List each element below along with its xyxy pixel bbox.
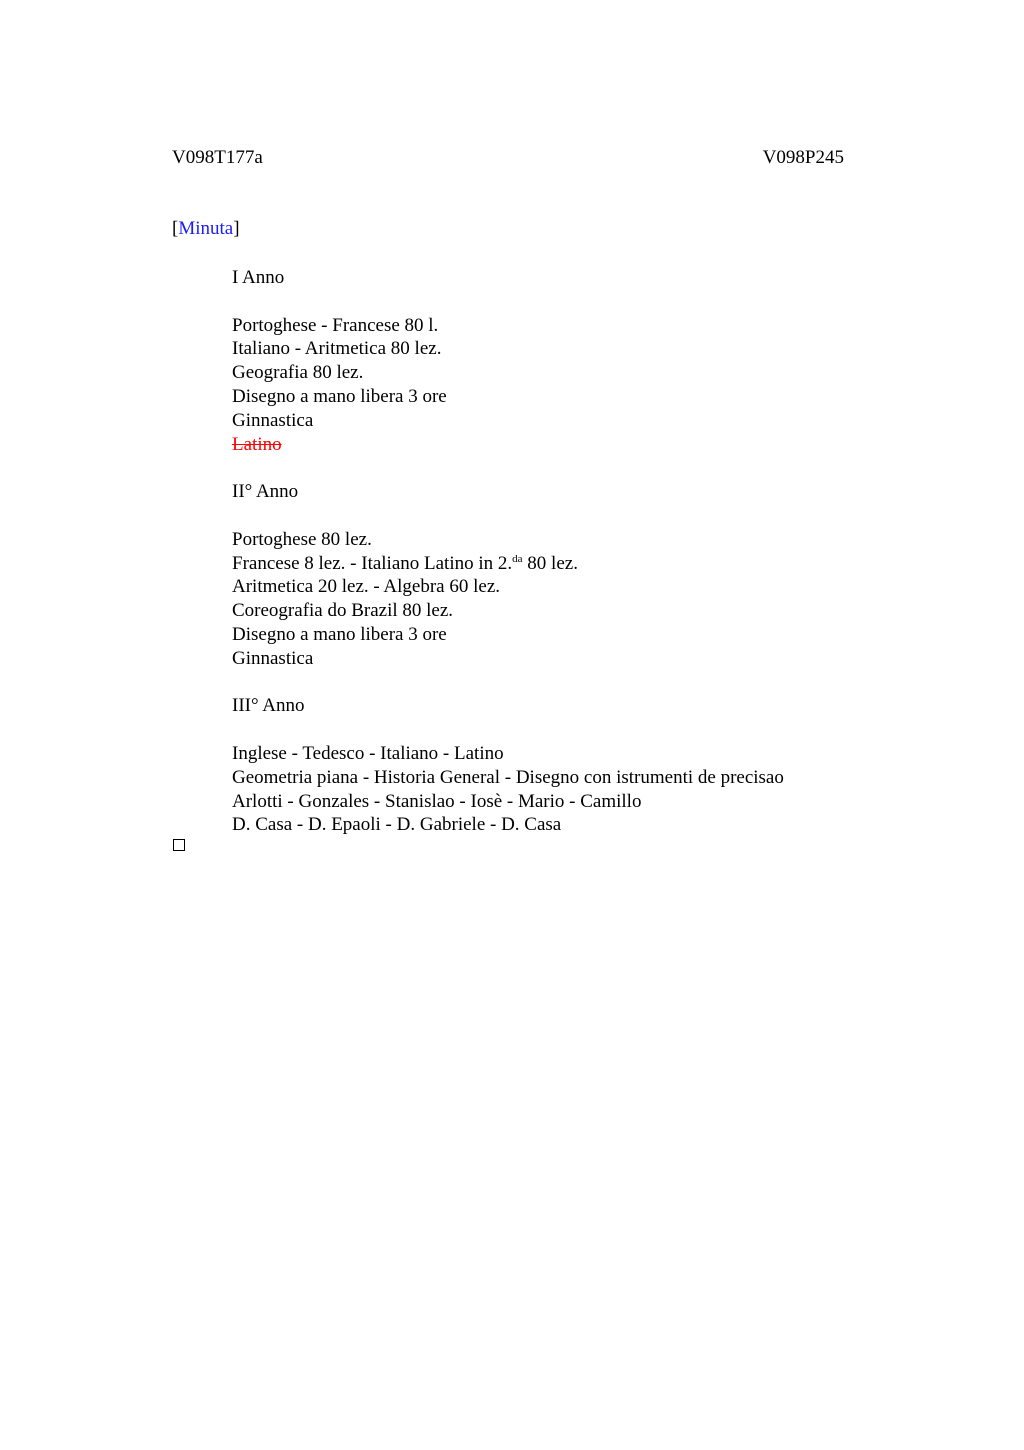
year1-line: Ginnastica xyxy=(232,409,314,431)
year1-line: Geografia 80 lez. xyxy=(232,362,364,384)
document-code-left: V098T177a xyxy=(172,147,263,168)
year2-heading: II° Anno xyxy=(232,481,299,503)
year1-line: Portoghese - Francese 80 l. xyxy=(232,314,439,336)
year3-heading: III° Anno xyxy=(232,695,305,717)
year2-line: Coreografia do Brazil 80 lez. xyxy=(232,600,454,622)
year1-struck-line xyxy=(232,433,932,457)
spacer xyxy=(232,504,932,528)
spacer xyxy=(232,718,932,742)
year3-line: Arlotti - Gonzales - Stanislao - Iosè - Mario - Camillo xyxy=(232,790,642,812)
year3-line: Inglese - Tedesco - Italiano - Latino xyxy=(232,742,504,764)
struck-text: Latino xyxy=(232,433,282,455)
minuta-label xyxy=(172,218,240,240)
end-of-text-box-icon xyxy=(173,839,185,851)
curriculum-text xyxy=(232,266,932,837)
spacer xyxy=(232,671,932,695)
year3-line: Geometria piana - Historia General - Disegno con istrumenti de precisao xyxy=(232,766,784,788)
year2-line: Portoghese 80 lez. xyxy=(232,528,372,550)
year3-line: D. Casa - D. Epaoli - D. Gabriele - D. Casa xyxy=(232,814,562,836)
year1-line: Italiano - Aritmetica 80 lez. xyxy=(232,338,442,360)
document-code-right: V098P245 xyxy=(762,147,844,168)
year2-line2-before: Francese 8 lez. - Italiano Latino in 2. xyxy=(232,552,513,574)
minuta-close-bracket: ] xyxy=(233,218,240,239)
year2-line2-after: 80 lez. xyxy=(522,552,578,574)
spacer xyxy=(232,456,932,480)
year2-line: Ginnastica xyxy=(232,647,314,669)
year1-heading: I Anno xyxy=(232,267,285,288)
year2-line-superscript xyxy=(232,552,932,576)
minuta-link[interactable]: Minuta xyxy=(178,218,234,239)
superscript-da: da xyxy=(512,552,523,565)
year1-line: Disegno a mano libera 3 ore xyxy=(232,385,447,407)
minuta-open-bracket: [ xyxy=(172,218,179,239)
year2-line: Aritmetica 20 lez. - Algebra 60 lez. xyxy=(232,576,501,598)
spacer xyxy=(232,290,932,314)
year2-line: Disegno a mano libera 3 ore xyxy=(232,623,447,645)
